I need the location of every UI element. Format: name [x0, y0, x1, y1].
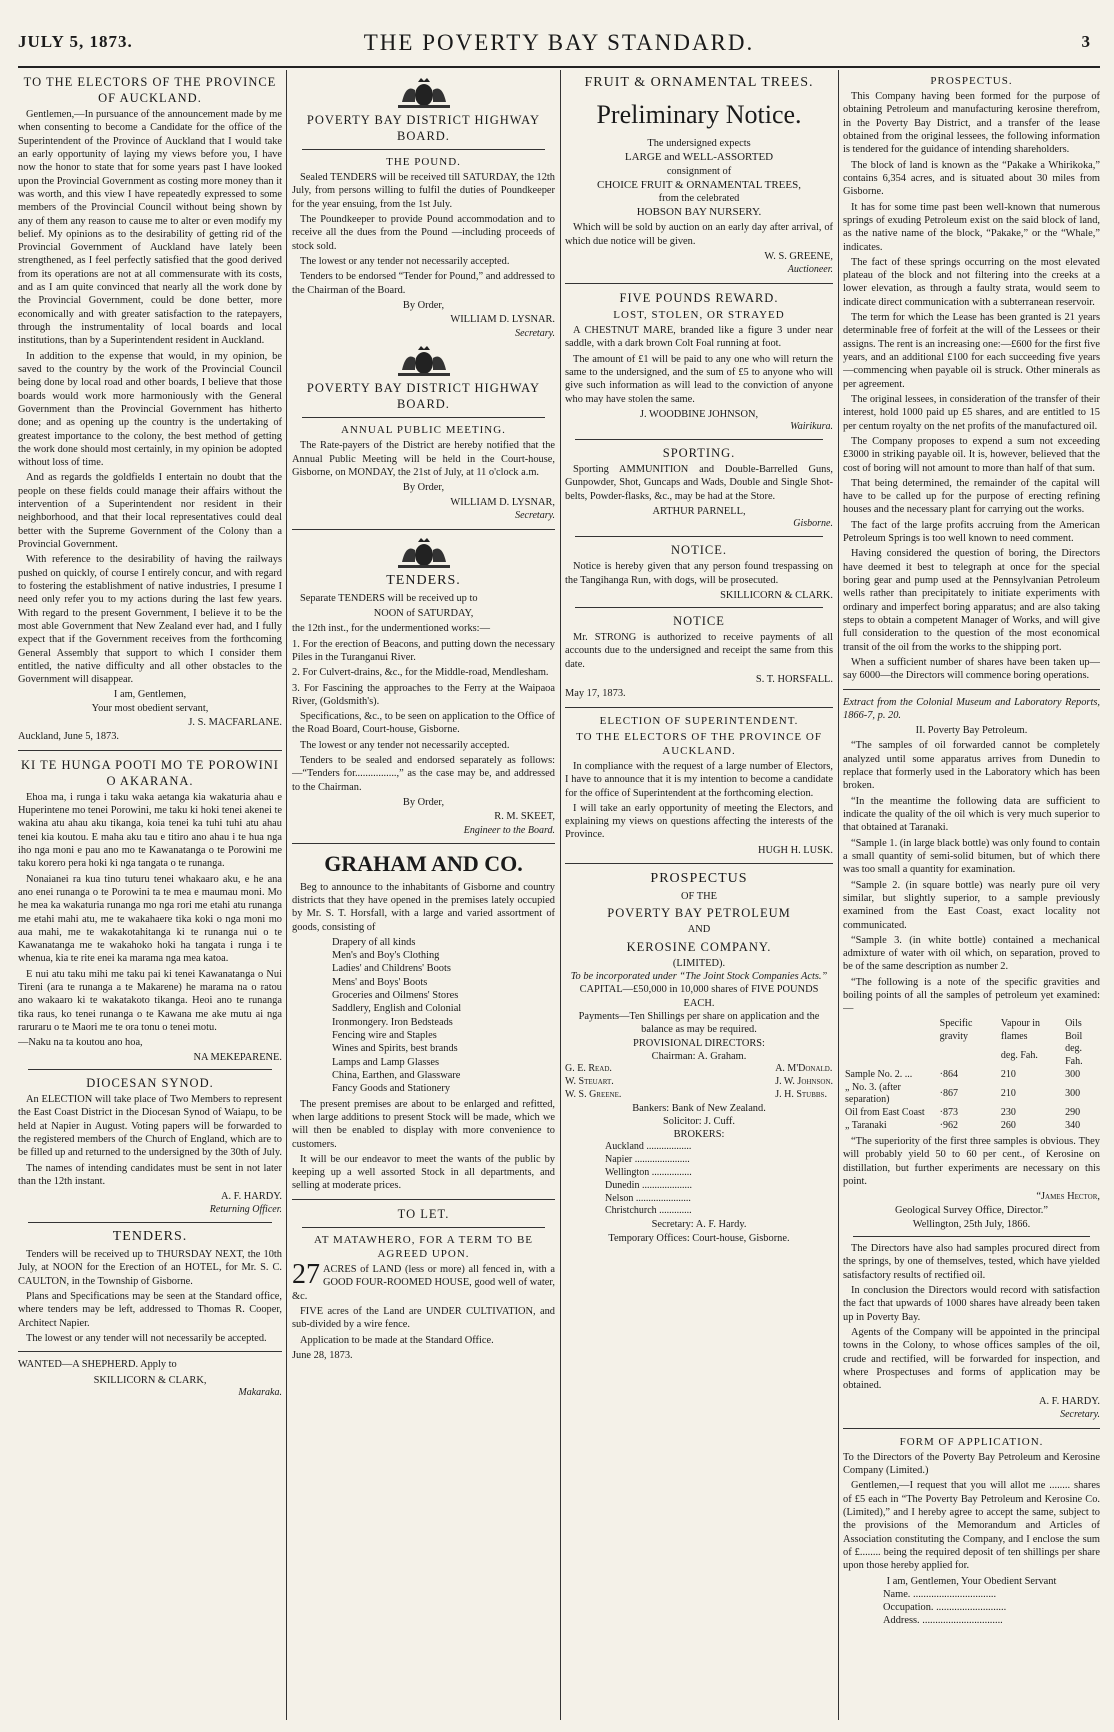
wanted-place: Makaraka. — [238, 1386, 282, 1398]
maori-paragraph: Ehoa ma, i runga i taku waka aetanga kia wakaturia ahau e Huperintene mo tenei Porowini, me taku ki hoki tenei akenei te wakina atu ahau aku tikanga, koia tenei ka tuhi tuhi atu ahau tenei kia koutou. E maha aku tau e titiro ano ahau i te hua nga iho nga moni e pau ano mo te Kawanatanga o te Porowini me taku korero pera hoki ki nga tangata o te runanga. — [18, 791, 282, 870]
by-order: By Order, — [402, 797, 445, 809]
divider — [302, 1227, 545, 1228]
fruit-line: The undersigned expects — [647, 138, 751, 150]
synod-role: Returning Officer. — [209, 1204, 282, 1216]
electors-signature: J. S. MACFARLANE. — [188, 717, 282, 729]
electors-paragraph: And as regards the goldfields I entertain no doubt that the people on these fields could manage their affairs without the intervention of a Superintendent nor resident in their neighborhood, and that their local representatives could deal better with the Supreme Government of the Colony than a Provincial Government. — [18, 472, 282, 550]
hardy-role: Secretary. — [1060, 1408, 1100, 1420]
column-1 — [18, 72, 282, 1722]
list-item: China, Earthen, and Glassware — [332, 1069, 461, 1081]
tolet-paragraph: ACRES of LAND (less or more) all fenced in, with a GOOD FOUR-ROOMED HOUSE, good well of water, &c. — [292, 1263, 555, 1302]
parnell-signature: ARTHUR PARNELL, — [652, 506, 746, 518]
divider — [843, 689, 1100, 690]
prospectus-paragraph: In conclusion the Directors would record with satisfaction the fact that upwards of 1000 shares have already been taken up in Poverty Bay. — [843, 1285, 1100, 1323]
tolet-date: June 28, 1873. — [292, 1349, 353, 1361]
prospectus-paragraph: The Directors have also had samples procured direct from the springs, by one of themselves, tested, which have yielded satisfactory results of rectified oil. — [843, 1243, 1100, 1281]
director-name: J. H. Stubbs. — [775, 1088, 827, 1100]
bankers-line: Bankers: Bank of New Zealand. — [632, 1102, 766, 1114]
director-name: J. W. Johnson. — [775, 1075, 833, 1087]
form-paragraph: Gentlemen,—I request that you will allot me ........ shares of £5 each in “The Poverty Bay Petroleum and Kerosine Co. (Limited),” and I hereby agree to accept the same, subject to the provisions of the Memorandum and Articles of Association constituting the Company, and I enclose the sum of £........ being the required deposit of ten shillings per share upon those hereby applied for. — [843, 1480, 1100, 1572]
extract-paragraph: “The superiority of the first three samples is obvious. They will probably yield 50 to 60 per cent., of Kerosine on distillation, but further experiments are necessary on this point. — [843, 1135, 1100, 1187]
lost-paragraph: A CHESTNUT MARE, branded like a figure 3 under near saddle, with a dark brown Colt Foal running at foot. — [565, 325, 833, 350]
works-tenders-heading: TENDERS. — [386, 572, 461, 588]
graham-heading: GRAHAM AND CO. — [324, 851, 523, 877]
greene-signature: W. S. GREENE, — [764, 250, 833, 262]
table-cell: 210 — [1000, 1068, 1016, 1080]
divider — [565, 707, 833, 708]
chairman-line: Chairman: A. Graham. — [651, 1050, 747, 1062]
list-item: Ladies' and Childrens' Boots — [332, 963, 451, 975]
list-item: Groceries and Oilmens' Stores — [332, 990, 459, 1002]
prospectus-paragraph: Having considered the question of boring, the Directors have deemed it best to telegraph at once for the special boring gear and pump used at the Pennsylvanian Petroleum wells rather than precipitately to initiate experiments with ordinary and imperfect boring apparatus; and are also taking steps to obtain a competent Manager of Works, and will give full consideration to the question of the most economical transit of the oil from the works to the shipping port. — [843, 548, 1100, 653]
lysnar-signature: WILLIAM D. LYSNAR, — [450, 496, 555, 508]
sporting-paragraph: Sporting AMMUNITION and Double-Barrelled Guns, Gunpowder, Shot, Guncaps and Wads, Double and Single Shot-belts, Powder-flasks, &c., may be had at the Store. — [565, 464, 833, 502]
maori-heading: KI TE HUNGA POOTI MO TE POROWINI O AKARANA. — [21, 757, 279, 788]
broker-line: Nelson ...................... — [605, 1192, 691, 1204]
synod-heading: DIOCESAN SYNOD. — [86, 1075, 214, 1090]
election-subheading: TO THE ELECTORS OF THE PROVINCE OF AUCKLAND. — [576, 730, 822, 757]
table-cell: ·867 — [939, 1088, 959, 1100]
table-header-row — [843, 1043, 1100, 1069]
horsfall-signature: S. T. HORSFALL. — [755, 674, 833, 686]
horsfall-date: May 17, 1873. — [565, 688, 626, 700]
notice-paragraph: Mr. STRONG is authorized to receive payments of all accounts due to the undersigned and receipt the same from this date. — [565, 632, 833, 670]
electors-closing: I am, Gentlemen, — [113, 689, 187, 701]
prospectus-paragraph: The original lessees, in consideration of the transfer of their interest, hold 1000 paid up £5 shares, and are entitled to 15 per centum royalty on the net profits of the manufactured oil. — [843, 393, 1100, 432]
table-cell: 340 — [1065, 1120, 1081, 1132]
fruit-paragraph: Which will be sold by auction on an early day after arrival, of which due notice will be given. — [565, 222, 833, 247]
wanted-shepherd: WANTED—A SHEPHERD. Apply to — [18, 1359, 177, 1371]
divider — [302, 149, 545, 150]
tolet-paragraph: Application to be made at the Standard Office. — [300, 1334, 494, 1346]
divider — [302, 417, 545, 418]
prospectus-paragraph: When a sufficient number of shares have been taken up—say 6000—the Directors will commence boring operations. — [843, 656, 1100, 682]
form-addressee: To the Directors of the Poverty Bay Petroleum and Kerosine Company (Limited.) — [843, 1451, 1100, 1476]
work-item: 1. For the erection of Beacons, and putting down the necessary Piles in the Turanganui River. — [292, 638, 555, 663]
form-closing: I am, Gentlemen, Your Obedient Servant — [886, 1575, 1057, 1587]
table-cell: ·864 — [939, 1068, 959, 1080]
prospectus-paragraph: Agents of the Company will be appointed in the principal towns in the Colony, to whose offices samples of the oil, crude and rectified, will be forwarded for inspection, and where Prospectuses and forms of application may be obtained. — [843, 1326, 1100, 1392]
table-header-cell: Vapour in flames — [1000, 1017, 1041, 1042]
column-2 — [292, 72, 555, 1722]
hector-place: Geological Survey Office, Director.” — [894, 1205, 1048, 1217]
lost-heading: LOST, STOLEN, OR STRAYED — [613, 309, 785, 322]
wanted-signature: SKILLICORN & CLARK, — [93, 1374, 207, 1386]
works-tenders-noon: NOON of SATURDAY, — [373, 607, 474, 619]
table-cell: „ Taranaki — [845, 1120, 887, 1132]
divider — [565, 863, 833, 864]
lusk-signature: HUGH H. LUSK. — [757, 844, 833, 856]
divider — [18, 1351, 282, 1352]
by-order: By Order, — [402, 482, 445, 494]
list-item: Lamps and Lamp Glasses — [332, 1056, 440, 1068]
fruit-line: from the celebrated — [658, 192, 740, 204]
table-cell: ·962 — [939, 1120, 959, 1132]
offices-line: Temporary Offices: Court-house, Gisborne. — [608, 1232, 790, 1244]
solicitor-line: Solicitor: J. Cuff. — [663, 1115, 735, 1127]
prospectus-paragraph: It has for some time past been well-known that numerous springs of exuding Petroleum exist on the said block of land, as the native name of the block, “Pakake,” or the “Whale,” indicates. — [843, 201, 1100, 253]
election-paragraph: In compliance with the request of a large number of Electors, I have to announce that it is my intention to become a candidate for the office of Superintendent at the forthcoming election. — [565, 760, 833, 799]
director-name: W. Steuart. — [565, 1075, 614, 1087]
fruit-heading: FRUIT & ORNAMENTAL TREES. — [584, 75, 814, 90]
extract-paragraph: “Sample 1. (in large black bottle) was only found to contain a small quantity of semi-solid bitumen, but of which there was too small a quantity for examination. — [843, 837, 1100, 876]
graham-paragraph: It will be our endeavor to meet the wants of the public by keeping up a well assorted Stock in all departments, and selling at moderate prices. — [292, 1153, 555, 1192]
table-cell: 230 — [1000, 1107, 1016, 1119]
synod-signature: A. F. HARDY. — [220, 1191, 282, 1203]
hotel-tenders-paragraph: Plans and Specifications may be seen at the Standard office, where tenders may be left, addressed to Thomas R. Cooper, Architect Napier. — [18, 1291, 282, 1329]
election-paragraph: I will take an early opportunity of meeting the Electors, and explaining my views on questions affecting the interests of the Province. — [565, 802, 833, 841]
preliminary-notice-title: Preliminary Notice. — [596, 99, 802, 129]
broker-line: Auckland .................. — [605, 1141, 692, 1153]
works-tenders-paragraph: the 12th inst., for the undermentioned works:— — [292, 623, 490, 635]
divider — [292, 843, 555, 844]
electors-paragraph: Gentlemen,—In pursuance of the announcement made by me when consenting to become a Candidate for the office of the Superintendent of the Province of Auckland that I would take an early opportunity of laying my views before you, I have now the honor to state that for some years past I have looked upon the Provincial Government as costing more money than it was worth, and this view I have repeatedly expressed to some members of the Provincial Council without being shown by any of them any reason to cause me to alter or even modify my belief. My opinions as to the desirability of getting rid of the Provincial Government of Auckland have lately been strengthened, as I feel perfectly satisfied that the good derived from its operations are not at all commensurate with its costs, and as I am quite convinced that nearly all the work done by the Provincial Government, could be done better, more economically and with greater satisfaction to the ratepayers, through the instrumentality of local boards and local institutions, than by a Superintendent resident in Auckland. — [18, 109, 282, 347]
list-item: Fancy Goods and Stationery — [332, 1083, 451, 1095]
broker-line: Napier ...................... — [605, 1154, 690, 1166]
work-item: 3. For Fascining the approaches to the Ferry at the Waipaoa River, (Goldsmith's). — [292, 682, 555, 707]
extract-paragraph: “Sample 2. (in square bottle) was nearly pure oil very similar, but slightly superior, to a sample previously examined from the East Coast, exact locality not communicated. — [843, 879, 1100, 931]
list-item: Ironmongery. Iron Bedsteads — [332, 1016, 453, 1028]
prospectus-paragraph: That being determined, the remainder of the capital will have to be called up for the purpose of erecting refining houses and the necessary plant for carrying out the works. — [843, 477, 1100, 516]
payments-line: Payments—Ten Shillings per share on application and the balance as may be required. — [578, 1010, 820, 1036]
company-name: KEROSINE COMPANY. — [626, 939, 772, 954]
divider — [565, 283, 833, 284]
divider — [292, 1199, 555, 1200]
column-divider — [560, 70, 561, 1720]
prospectus-line: (LIMITED). — [672, 957, 726, 969]
royal-crest-icon — [392, 536, 456, 570]
table-row — [843, 1107, 1100, 1120]
prospectus-paragraph: This Company having been formed for the purpose of obtaining Petroleum and manufacturing kerosine therefrom, in the Poverty Bay District, and a transfer of the lease obtained from the original lessees, the following information is tendered for the guidance of intending shareholders. — [843, 91, 1100, 156]
notice-heading: NOTICE. — [671, 543, 727, 558]
maori-paragraph: E nui atu taku mihi me taku pai ki tenei Kawanatanga o Nui Tireni (ara te runanga a te Makarene) he marama na o ratou ano wakaaro ki te wakatakoto tikanga. Heoi ano te runanga tika raus, ko tenei runanga o te Kawana me ake mutu ai nga raruraru o te Maori me te ora tonu o tenei motu. — [18, 968, 282, 1033]
hector-signature: “James Hector, — [1036, 1191, 1100, 1203]
work-item: 2. For Culvert-drains, &c., for the Middle-road, Mendlesham. — [292, 667, 549, 679]
table-row — [843, 1069, 1100, 1082]
prospectus-heading: PROSPECTUS — [650, 871, 748, 887]
directors-heading: PROVISIONAL DIRECTORS: — [633, 1037, 765, 1049]
divider — [28, 1222, 272, 1223]
extract-paragraph: “Sample 3. (in white bottle) contained a mechanical admixture of water with oil which, on separation, proved to be of the same description as number 2. — [843, 934, 1100, 973]
capital-line: CAPITAL—£50,000 in 10,000 shares of FIVE POUNDS EACH. — [579, 984, 819, 1009]
broker-line: Christchurch ............. — [605, 1205, 692, 1217]
lysnar-role: Secretary. — [515, 327, 555, 339]
masthead — [18, 28, 1100, 64]
table-header-cell: Specific gravity — [939, 1017, 973, 1042]
extract-paragraph: “In the meantime the following data are sufficient to indicate the quality of the oil which is very much superior to that obtained at Taranaki. — [843, 795, 1100, 834]
incorporated-line: To be incorporated under “The Joint Stock Companies Acts.” — [570, 970, 828, 982]
table-cell: 210 — [1000, 1088, 1016, 1100]
divider — [575, 536, 823, 537]
works-tenders-paragraph: The lowest or any tender not necessarily accepted. — [300, 739, 510, 751]
list-item: Mens' and Boys' Boots — [332, 976, 428, 988]
table-cell: 290 — [1065, 1107, 1081, 1119]
electors-closing: Your most obedient servant, — [91, 702, 209, 714]
hotel-tenders-paragraph: The lowest or any tender will not necessarily be accepted. — [26, 1333, 267, 1345]
table-cell: 300 — [1065, 1068, 1081, 1080]
prospectus-paragraph: The fact of the large profits accruing from the American Petroleum Springs is too well known to need comment. — [843, 519, 1100, 545]
skeet-signature: R. M. SKEET, — [494, 811, 555, 823]
hector-date: Wellington, 25th July, 1866. — [912, 1218, 1031, 1230]
johnson-place: Wairikura. — [790, 421, 833, 433]
prospectus-paragraph: The block of land is known as the “Pakake a Whirikoka,” contains 6,354 acres, and is situated about 30 miles from Gisborne. — [843, 159, 1100, 198]
reward-heading: FIVE POUNDS REWARD. — [619, 291, 779, 306]
parnell-place: Gisborne. — [793, 518, 833, 530]
electors-paragraph: With reference to the desirability of having the railways pushed on quickly, of course I entirely concur, and with regard to fostering the establishment of native industries, I presume I need only refer you to my actions during the last few years. With regard to the present Government, I believe it to be the most able Government that New Zealand ever had, and I fully expect that if the Government receives from the forthcoming General Assembly that support to which I consider them entitled, the native difficulty and all other obstacles to the Government will disappear. — [18, 554, 282, 686]
skeet-role: Engineer to the Board. — [463, 824, 555, 836]
table-row — [843, 1082, 1100, 1108]
maori-closing: —Naku na ta koutou ano hoa, — [18, 1037, 143, 1049]
list-item: Wines and Spirits, best brands — [332, 1043, 458, 1055]
pound-paragraph: The Poundkeeper to provide Pound accommodation and to receive all the dues from the Pound —including proceeds of stock sold. — [292, 214, 555, 252]
form-occupation-field: Occupation. ........................... — [883, 1602, 1007, 1614]
secretary-line: Secretary: A. F. Hardy. — [651, 1219, 747, 1231]
fruit-line: consignment of — [666, 165, 732, 177]
prospectus-paragraph: The fact of these springs occurring on the most elevated plateau of the block and not filtering into the creeks at a lower elevation, as through a faulty strata, would seem to indicate direct communication with a subterranean reservoir. — [843, 256, 1100, 308]
table-header-cell: Oils Boil — [1065, 1017, 1083, 1042]
table-header-row — [843, 1018, 1100, 1044]
sporting-heading: SPORTING. — [662, 446, 736, 461]
works-tenders-paragraph: Separate TENDERS will be received up to — [300, 592, 478, 604]
meeting-heading: ANNUAL PUBLIC MEETING. — [341, 424, 506, 437]
fruit-line: LARGE and WELL-ASSORTED — [624, 151, 774, 164]
tolet-subheading: AT MATAWHERO, FOR A TERM TO BE AGREED UPON. — [313, 1233, 534, 1260]
goods-list — [332, 936, 555, 1096]
extract-paragraph: “The following is a note of the specific gravities and boiling points of all the samples of petroleum yet examined:— — [843, 976, 1100, 1015]
prospectus-line: AND — [687, 924, 711, 936]
divider — [18, 750, 282, 751]
election-heading: ELECTION OF SUPERINTENDENT. — [599, 714, 799, 727]
director-name: W. S. Greene. — [565, 1088, 622, 1100]
johnson-signature: J. WOODBINE JOHNSON, — [639, 409, 759, 421]
works-tenders-paragraph: Tenders to be sealed and endorsed separately as follows:—“Tenders for................,” as the case may be, and addressed to the Chairman. — [292, 755, 555, 793]
list-item: Drapery of all kinds — [332, 936, 416, 948]
table-cell: 300 — [1065, 1088, 1081, 1100]
pound-paragraph: Sealed TENDERS will be received till SATURDAY, the 12th July, from persons willing to fulfil the duties of Poundkeeper for the year ensuing, from the 1st July. — [292, 172, 555, 210]
tolet-paragraph: FIVE acres of the Land are UNDER CULTIVATION, and sub-divided by a wire fence. — [292, 1305, 555, 1331]
table-header-cell: deg. Fah. — [1000, 1049, 1038, 1061]
director-name: G. E. Read. — [565, 1063, 612, 1075]
divider — [853, 1236, 1090, 1237]
column-divider — [838, 70, 839, 1720]
graham-paragraph: Beg to announce to the inhabitants of Gisborne and country districts that they have opened in the premises lately occupied by Mr. S. T. Horsfall, with a large and varied assortment of goods, consisting of — [292, 881, 555, 933]
form-heading: FORM OF APPLICATION. — [899, 1435, 1044, 1448]
table-cell: Oil from East Coast — [845, 1107, 925, 1119]
board-heading: POVERTY BAY DISTRICT HIGHWAY BOARD. — [306, 113, 541, 143]
extract-subheading: II. Poverty Bay Petroleum. — [915, 725, 1028, 737]
synod-paragraph: The names of intending candidates must be sent in not later than the 12th instant. — [18, 1162, 282, 1187]
pound-paragraph: Tenders to be endorsed “Tender for Pound,” and addressed to the Chairman of the Board. — [292, 271, 555, 296]
company-name: POVERTY BAY PETROLEUM — [607, 906, 791, 921]
form-address-field: Address. ............................... — [883, 1615, 1003, 1627]
divider — [575, 607, 823, 608]
broker-line: Wellington ................ — [605, 1167, 692, 1179]
column-4 — [843, 72, 1100, 1722]
divider — [28, 1069, 272, 1070]
tolet-heading: TO LET. — [397, 1206, 450, 1221]
royal-crest-icon — [392, 344, 456, 378]
prospectus-line: OF THE — [681, 891, 717, 903]
brokers-list — [565, 1141, 833, 1218]
fruit-line: CHOICE FRUIT & ORNAMENTAL TREES, — [597, 178, 801, 191]
tolet-acres: 27 — [292, 1258, 320, 1290]
directors-list — [565, 1063, 833, 1101]
hardy-signature: A. F. HARDY. — [1038, 1395, 1100, 1407]
synod-paragraph: An ELECTION will take place of Two Members to represent the East Coast District in the Diocesan Synod of Waiapu, to be held at Napier in August. Voting papers will be forwarded to the registered members of the Church of England, which are to be filled up and returned to the undersigned by the 30th of July. — [18, 1093, 282, 1159]
broker-line: Dunedin .................... — [605, 1179, 692, 1191]
notice-paragraph: Notice is hereby given that any person found trespassing on the Tangihanga Run, with dogs, will be prosecuted. — [565, 561, 833, 586]
masthead-rule — [18, 66, 1100, 68]
graham-paragraph: The present premises are about to be enlarged and refitted, when large additions to present Stock will be made, which we will then be enabled to display with more convenience to customers. — [292, 1098, 555, 1150]
list-item: Fencing wire and Staples — [332, 1030, 437, 1042]
gravity-table — [843, 1018, 1100, 1133]
table-cell: 260 — [1000, 1120, 1016, 1132]
maori-paragraph: Nonaianei ra kua tino tuturu tenei whakaaro aku, e he ana ano enei runanga o te Porowini ta te mea e maumau moni. Mo he mea ka wakaturia runanga mo nga rori me etahi atu runanga me etahi mahi atu, me te wakahaere tika koki o nga moni mo aua mahi, me te wakakotahitanga ki te runanga nui o te Kawanatanga me te wakahoko hoki ha tangata i runga i te whenua, kia te rite enei ka marama nga mea katoa. — [18, 873, 282, 965]
fruit-line: HOBSON BAY NURSERY. — [636, 206, 762, 219]
divider — [292, 529, 555, 530]
column-3 — [565, 72, 833, 1722]
hotel-tenders-paragraph: Tenders will be received up to THURSDAY NEXT, the 10th July, at NOON for the Erection of an HOTEL, for Mr. S. C. CAULTON, in the Township of Gisborne. — [18, 1249, 282, 1287]
prospectus-paragraph: The term for which the Lease has been granted is 21 years determinable free of forfeit at the will of the Lessees or their assigns. The rent is an increasing one:—£600 for the first five years, and an additional £100 for each succeeding five years—commencing when payable oil is struck. Other minerals as per agreement. — [843, 312, 1100, 390]
extract-paragraph: “The samples of oil forwarded cannot be completely analyzed until some apparatus arrives from Dunedin to replace that formerly used in the Laboratory which has been broken. — [843, 740, 1100, 792]
maori-signature: NA MEKEPARENE. — [193, 1051, 282, 1063]
electors-date: Auckland, June 5, 1873. — [18, 731, 120, 743]
page-number: 3 — [1081, 32, 1090, 51]
issue-date: JULY 5, 1873. — [18, 32, 133, 51]
lysnar-role: Secretary. — [515, 509, 555, 521]
column-divider — [286, 70, 287, 1720]
electors-paragraph: In addition to the expense that would, in my opinion, be saved to the country by the work of the Provincial Council being done by local road and other boards, I believe that those boards would work more harmoniously with the General Government than the Provincial Government has hitherto done; and as opening up the country is the undertaking of greatest importance to the colony, the best method of getting the work done should most certainly, in my opinion be adopted without loss of time. — [18, 350, 282, 469]
notice-signature: SKILLICORN & CLARK. — [720, 589, 833, 601]
form-name-field: Name. ................................ — [883, 1588, 997, 1600]
hotel-tenders-heading: TENDERS. — [112, 1229, 188, 1245]
table-header-cell: deg. Fah. — [1065, 1043, 1083, 1068]
table-cell: Sample No. 2. ... — [845, 1068, 913, 1080]
list-item: Saddlery, English and Colonial — [332, 1003, 462, 1015]
lost-paragraph: The amount of £1 will be paid to any one who will return the same to the undersigned, and the sum of £5 to anyone who will give such information as will lead to the conviction of anyone who may have stolen the same. — [565, 353, 833, 405]
table-cell: ·873 — [939, 1107, 959, 1119]
divider — [843, 1428, 1100, 1429]
by-order: By Order, — [402, 299, 445, 311]
divider — [575, 439, 823, 440]
table-header-cell — [843, 1043, 938, 1069]
works-tenders-paragraph: Specifications, &c., to be seen on application to the Office of the Road Board, Court-house, Gisborne. — [292, 711, 555, 736]
pound-paragraph: The lowest or any tender not necessarily accepted. — [300, 255, 510, 267]
table-header-cell — [843, 1018, 938, 1044]
board-heading: POVERTY BAY DISTRICT HIGHWAY BOARD. — [306, 381, 541, 412]
brokers-heading: BROKERS: — [673, 1129, 725, 1141]
table-cell: „ No. 3. (after separation) — [845, 1081, 901, 1106]
list-item: Men's and Boy's Clothing — [332, 950, 440, 962]
extract-line: Extract from the Colonial Museum and Laboratory Reports, 1866-7, p. 20. — [843, 696, 1100, 721]
table-row — [843, 1120, 1100, 1133]
prospectus-heading: PROSPECTUS. — [930, 75, 1013, 87]
notice-heading: NOTICE — [673, 614, 725, 629]
electors-heading: TO THE ELECTORS OF THE PROVINCE OF AUCKLAND. — [23, 75, 277, 105]
newspaper-title: THE POVERTY BAY STANDARD. — [363, 30, 755, 55]
pound-heading: THE POUND. — [386, 156, 461, 168]
lysnar-signature: WILLIAM D. LYSNAR. — [450, 314, 555, 326]
table-header-cell — [938, 1043, 999, 1069]
director-name: A. M'Donald. — [775, 1063, 833, 1075]
royal-crest-icon — [392, 76, 456, 110]
prospectus-paragraph: The Company proposes to expend a sum not exceeding £3000 in striking payable oil. It is, however, believed that the cost of boring will not amount to more than half of that sum. — [843, 435, 1100, 474]
meeting-paragraph: The Rate-payers of the District are hereby notified that the Annual Public Meeting will be held in the Court-house, Gisborne, on MONDAY, the 21st of July, at 11 o'clock a.m. — [292, 440, 555, 479]
greene-role: Auctioneer. — [787, 264, 833, 276]
